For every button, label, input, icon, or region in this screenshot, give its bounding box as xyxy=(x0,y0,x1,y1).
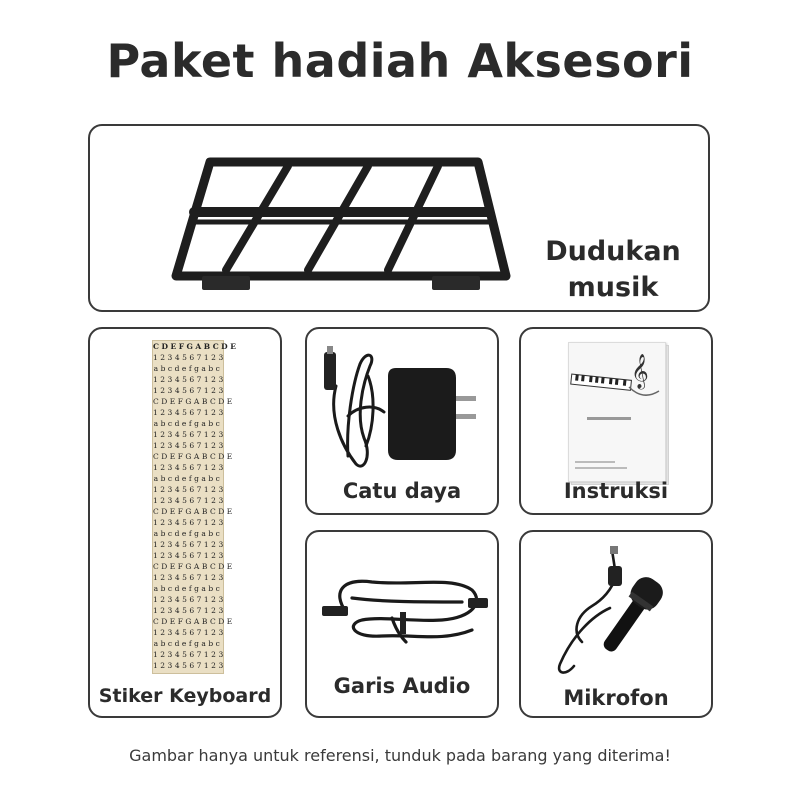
music-stand-label: Dudukan musik xyxy=(545,236,681,303)
audio-cable-label: Garis Audio xyxy=(333,674,471,698)
keyboard-sticker-label: Stiker Keyboard xyxy=(98,685,272,707)
audio-cable-image xyxy=(322,572,488,652)
power-supply-label: Catu daya xyxy=(342,479,462,503)
page-title: Paket hadiah Aksesori xyxy=(106,34,694,88)
instructions-label: Instruksi xyxy=(563,479,669,503)
instruction-manual-image xyxy=(568,342,666,482)
svg-text:𝄞: 𝄞 xyxy=(631,354,649,389)
power-supply-image xyxy=(318,346,488,472)
microphone-image xyxy=(552,546,682,686)
disclaimer-text: Gambar hanya untuk referensi, tunduk pada barang yang diterima! xyxy=(129,746,671,765)
keyboard-sticker-image: CDEFGABCDE 1234567123 abcdefgabc 1234567123 1234567123 CDEFGABCDE 1234567123 abcdefgabc 1234567123 1234567123 CDEFGABCDE 1234567123 abcdefgabc 1234567123 1234567123 CDEFGABCDE 1234567123 abcdefgabc 1234567123 1234567123 CDEFGABCDE 1234567123 abcdefgabc 1234567123 1234567123 CDEFGABCDE 1234567123 abcdefgabc 1234567123 1234567123 xyxy=(152,340,224,674)
music-stand-image xyxy=(170,158,520,292)
microphone-label: Mikrofon xyxy=(563,686,669,710)
